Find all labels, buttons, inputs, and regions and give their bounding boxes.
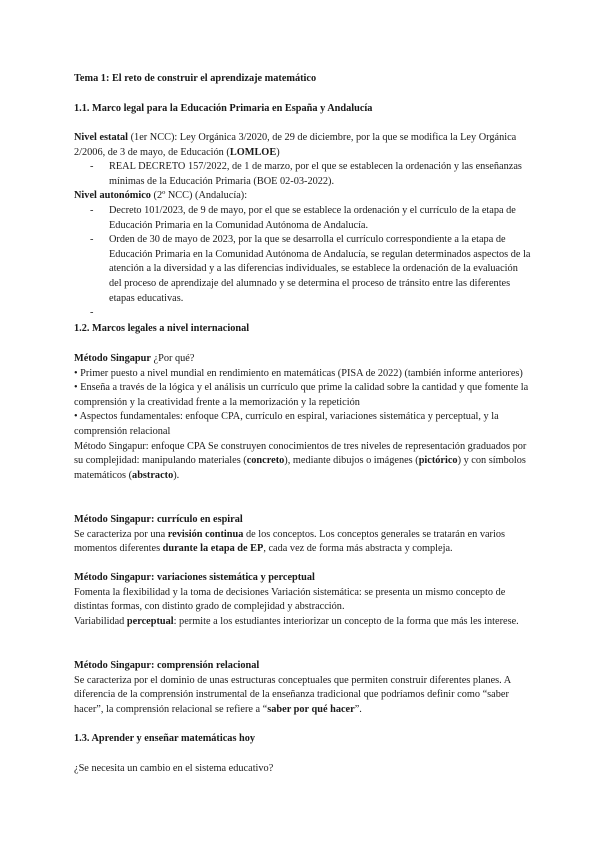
cpa-text: ) y con símbolos matemáticos ( bbox=[74, 455, 526, 481]
cpa-text: ), mediante dibujos o imágenes ( bbox=[284, 455, 419, 467]
espiral-paragraph bbox=[74, 528, 532, 557]
nivel-estatal-block: Nivel estatal (1er NCC): Ley Orgánica 3/2020, de 29 de diciembre, por la que se modifica la Ley Orgánica 2/2006, de 3 de mayo, de Educación (LOMLOE) - REAL DECRETO 157/2022, de 1 de marzo, por el que se establecen la ordenación y las enseñanzas mínimas de la Educación Primaria (BOE 02-03-2022). Nivel autonómico (2º NCC) (Andalucía): - Decreto 101/2023, de 9 de mayo, por el que se establece la ordenación y el currículo de la etapa de Educación Primaria en la Comunidad Autónoma de Andalucía. - Orden de 30 de mayo de 2023, por la que se desarrolla el currículo correspondiente a la etapa de Educación Primaria en la Comunidad Autónoma de Andalucía, se regulan determinados aspectos de la atención a la diversidad y a las diferencias individuales, se establece la ordenación de la evaluación del proceso de aprendizaje del alumnado y se determina el proceso de tránsito entre las diferentes etapas educativas. - bbox=[74, 132, 531, 319]
cpa-paragraph bbox=[74, 440, 532, 484]
variaciones-heading: Método Singapur: variaciones sistemática y perceptual bbox=[74, 572, 315, 583]
espiral-heading: Método Singapur: currículo en espiral bbox=[74, 514, 243, 525]
nivel-estatal-text: (1er NCC): Ley Orgánica 3/2020, de 29 de diciembre, por la que se modifica la Ley Orgánica 2/2006, de 3 de mayo, de Educación ( bbox=[74, 132, 517, 158]
list-item-text: Orden de 30 de mayo de 2023, por la que se desarrolla el currículo correspondiente a la etapa de Educación Primaria en la Comunidad Autónoma de Andalucía, se regulan determinados aspectos de la atención a la diversidad y a las diferencias individuales, se establece la ordenación de la evaluación del proceso de aprendizaje del alumnado y se determina el proceso de tránsito entre las diferentes etapas educativas. bbox=[109, 234, 531, 304]
espiral-text: , cada vez de forma más abstracta y compleja. bbox=[263, 543, 453, 555]
nivel-autonomico-text: (2º NCC) (Andalucía): bbox=[150, 190, 248, 202]
cpa-text: ). bbox=[173, 469, 180, 481]
variabilidad-text: Variabilidad bbox=[74, 615, 127, 627]
nivel-autonomico-paragraph bbox=[74, 189, 532, 204]
section-heading-1-3: 1.3. Aprender y enseñar matemáticas hoy bbox=[74, 733, 256, 744]
section-question: ¿Se necesita un cambio en el sistema educativo? bbox=[74, 763, 274, 774]
relacional-paragraph bbox=[74, 674, 532, 718]
variaciones-paragraph: Fomenta la flexibilidad y la toma de decisiones Variación sistemática: se presenta un mismo concepto de distintas formas, con distinto grado de complejidad y abstracción. bbox=[74, 586, 506, 613]
relacional-text: Se caracteriza por el dominio de unas estructuras conceptuales que permiten construir diferentes planes. A diferencia de la comprensión instrumental de la enseñanza tradicional que podríamos definir como “saber hacer”, la comprensión relacional se refiere a “ bbox=[74, 674, 511, 715]
nivel-estatal-paragraph bbox=[74, 131, 532, 160]
perceptual-term: perceptual bbox=[126, 615, 174, 627]
relacional-heading: Método Singapur: comprensión relacional bbox=[74, 660, 260, 671]
list-item: - REAL DECRETO 157/2022, de 1 de marzo, por el que se establecen la ordenación y las enseñanzas mínimas de la Educación Primaria (BOE 02-03-2022). bbox=[90, 161, 522, 187]
nivel-autonomico-label: Nivel autonómico bbox=[74, 190, 151, 202]
nivel-estatal-label: Nivel estatal bbox=[74, 132, 129, 143]
concreto-term: concreto bbox=[246, 455, 285, 467]
bullet-item: • Primer puesto a nivel mundial en rendimiento en matemáticas (PISA de 2022) (también informe anteriores) bbox=[74, 367, 523, 379]
singapur-label: Método Singapur bbox=[74, 353, 151, 364]
pictorico-term: pictórico bbox=[418, 455, 458, 467]
section-heading-1-1: 1.1. Marco legal para la Educación Primaria en España y Andalucía bbox=[74, 103, 373, 114]
singapur-q: ¿Por qué? bbox=[150, 353, 195, 364]
bullet-item: • Aspectos fundamentales: enfoque CPA, currículo en espiral, variaciones sistemática y perceptual, y la comprensión relacional bbox=[74, 411, 499, 437]
saber-por-que-term: saber por qué hacer bbox=[267, 703, 355, 715]
section-heading-1-2: 1.2. Marcos legales a nivel internacional bbox=[74, 323, 250, 334]
revision-continua-term: revisión continua bbox=[167, 528, 244, 540]
abstracto-term: abstracto bbox=[132, 469, 174, 481]
variaciones-block bbox=[74, 571, 532, 629]
list-item-text: Decreto 101/2023, de 9 de mayo, por el que se establece la ordenación y el currículo de la etapa de Educación Primaria en la Comunidad Autónoma de Andalucía. bbox=[109, 204, 516, 231]
bullet-item: • Enseña a través de la lógica y el análisis un currículo que prime la calidad sobre la cantidad y que fomente la comprensión y la creatividad frente a la memorización y la repetición bbox=[74, 382, 529, 408]
espiral-text: de los conceptos. Los conceptos generales se tratarán en varios momentos diferentes bbox=[74, 528, 506, 555]
variabilidad-paragraph bbox=[74, 615, 532, 630]
espiral-block bbox=[74, 513, 532, 557]
metodo-singapur-block bbox=[74, 352, 532, 483]
singapur-question bbox=[74, 352, 532, 367]
lomloe-label: LOMLOE bbox=[229, 146, 277, 158]
etapa-ep-term: durante la etapa de EP bbox=[162, 543, 264, 555]
relacional-block bbox=[74, 659, 532, 717]
list-item: - Decreto 101/2023, de 9 de mayo, por el que se establece la ordenación y el currículo de la etapa de Educación Primaria en la Comunidad Autónoma de Andalucía. bbox=[90, 204, 516, 231]
relacional-text: ”. bbox=[354, 703, 362, 715]
variabilidad-text: : permite a los estudiantes interiorizar un concepto de la forma que más les interese. bbox=[173, 615, 519, 627]
espiral-text: Se caracteriza por una bbox=[74, 528, 168, 540]
cpa-text: Método Singapur: enfoque CPA Se construyen conocimientos de tres niveles de representación graduados por su complejidad: manipulando materiales ( bbox=[74, 440, 527, 467]
list-item-text: REAL DECRETO 157/2022, de 1 de marzo, por el que se establecen la ordenación y las enseñanzas mínimas de la Educación Primaria (BOE 02-03-2022). bbox=[109, 161, 522, 187]
list-item: - Orden de 30 de mayo de 2023, por la que se desarrolla el currículo correspondiente a la etapa de Educación Primaria en la Comunidad Autónoma de Andalucía, se regulan determinados aspectos de la atención a la diversidad y a las diferencias individuales, se establece la ordenación de la evaluación del proceso de aprendizaje del alumnado y se determina el proceso de tránsito entre las diferentes etapas educativas. bbox=[90, 234, 531, 304]
document-title: Tema 1: El reto de construir el aprendizaje matemático bbox=[74, 73, 317, 84]
nivel-estatal-end: ) bbox=[276, 146, 280, 158]
